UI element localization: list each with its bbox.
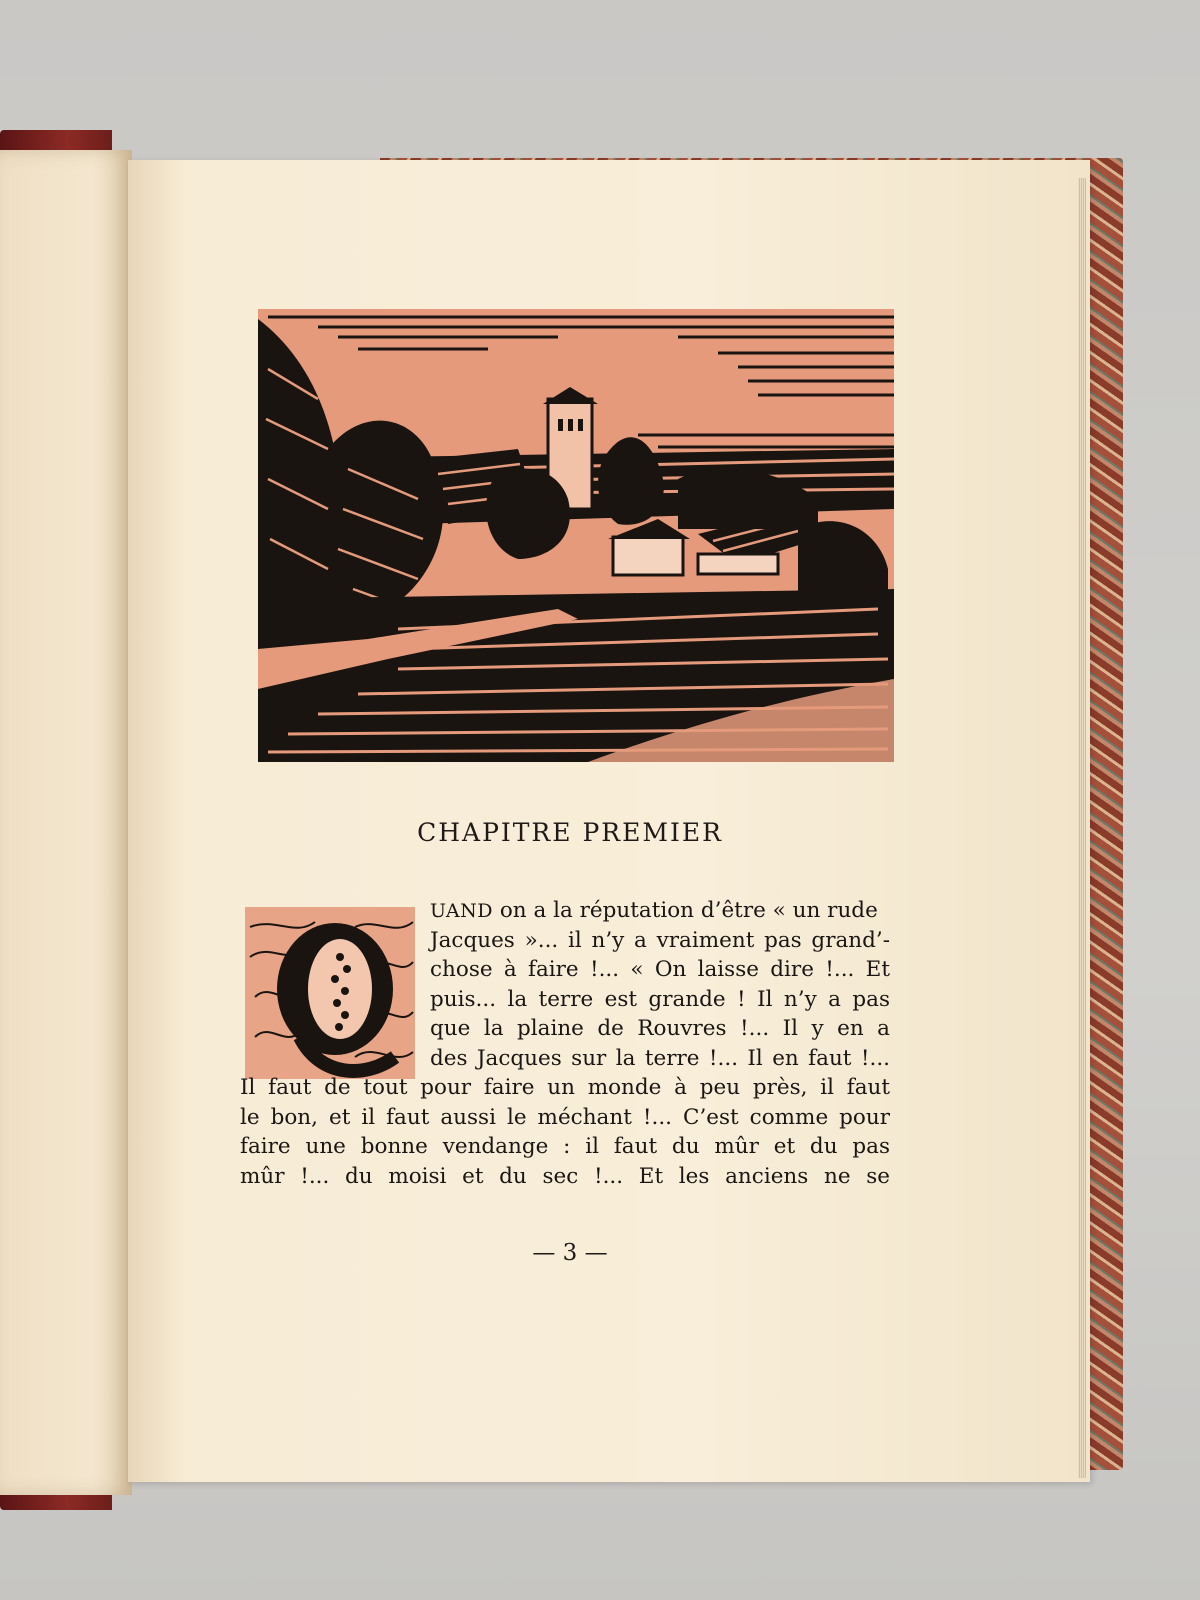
woodcut-illustration — [258, 309, 894, 762]
left-page — [0, 150, 132, 1495]
small-caps-lead: UAND — [430, 900, 494, 922]
text-line: puis... la terre est grande ! Il n’y a pas — [430, 987, 890, 1012]
page-number: — 3 — — [532, 1240, 608, 1266]
text-line: des Jacques sur la terre !... Il en faut !... — [430, 1046, 890, 1071]
chapter-title: CHAPITRE PREMIER — [417, 818, 723, 847]
text-line: UAND on a la réputation d’être « un rude — [430, 898, 878, 923]
text-line: mûr !... du moisi et du sec !... Et les anciens ne se — [240, 1164, 890, 1189]
drop-cap-q — [245, 907, 415, 1079]
text-line: le bon, et il faut aussi le méchant !... C’est comme pour — [240, 1105, 890, 1130]
text-line: Jacques »... il n’y a vraiment pas grand’- — [430, 928, 890, 953]
text-line: Il faut de tout pour faire un monde à peu près, il faut — [240, 1075, 890, 1100]
text-line: chose à faire !... « On laisse dire !... Et — [430, 957, 890, 982]
text-line: que la plaine de Rouvres !... Il y en a — [430, 1016, 890, 1041]
page-edges — [1078, 178, 1086, 1478]
book-cover-right-marbled — [1085, 158, 1123, 1470]
text-line: faire une bonne vendange : il faut du mûr et du pas — [240, 1134, 890, 1159]
house-white — [613, 537, 683, 575]
